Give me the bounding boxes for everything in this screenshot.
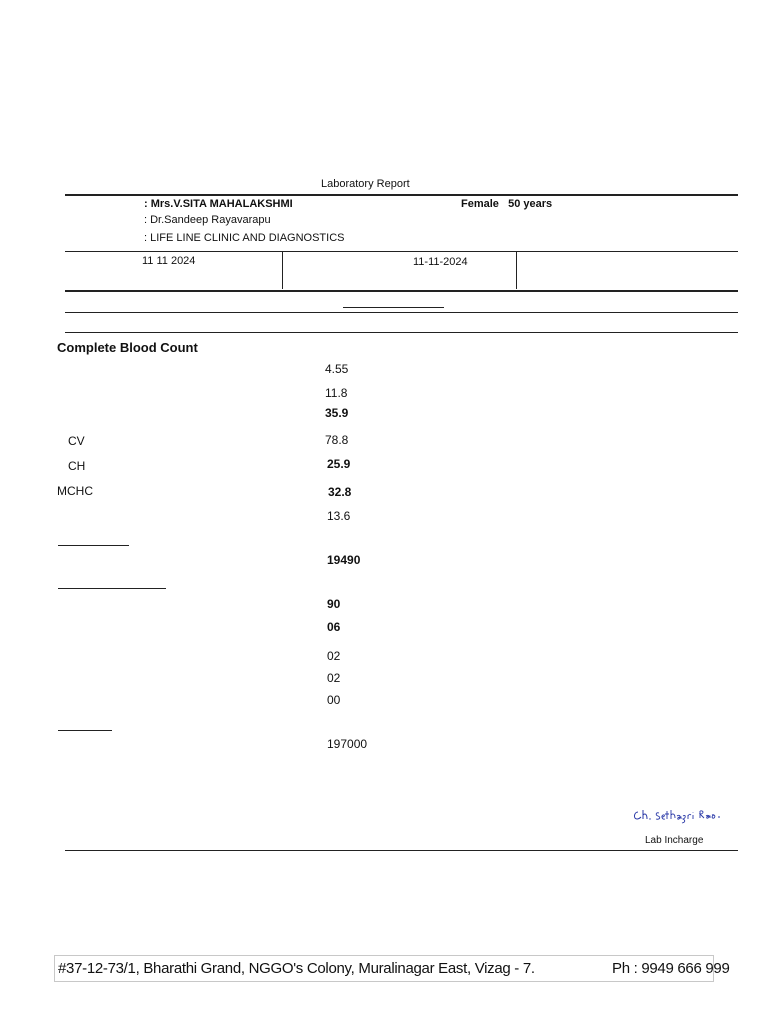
mch-label: CH: [68, 459, 86, 473]
patient-name: : Mrs.V.SITA MAHALAKSHMI: [144, 198, 293, 210]
differential-value: 90: [327, 597, 341, 611]
mch-value: 25.9: [327, 457, 351, 471]
footer-phone: Ph : 9949 666 999: [612, 960, 730, 977]
subheading-underline: [58, 588, 166, 589]
result-value: 11.8: [325, 386, 348, 400]
date-divider-2: [516, 252, 517, 289]
referrer-name: : LIFE LINE CLINIC AND DIAGNOSTICS: [144, 232, 345, 244]
date-divider-1: [282, 252, 283, 289]
differential-value: 02: [327, 671, 341, 685]
mchc-value: 32.8: [328, 485, 352, 499]
subheading-underline: [58, 730, 112, 731]
section-title: Complete Blood Count: [57, 340, 198, 355]
wbc-value: 19490: [327, 553, 361, 567]
subheading-underline: [58, 545, 129, 546]
signature-rule: [65, 850, 738, 851]
doctor-name: : Dr.Sandeep Rayavarapu: [144, 214, 271, 226]
column-rule-2: [65, 332, 738, 333]
signature-label: Lab Incharge: [645, 835, 704, 846]
column-rule-1: [65, 312, 738, 313]
result-value: 13.6: [327, 509, 351, 523]
date-left: 11 11 2024: [142, 255, 196, 267]
header-top-rule: [65, 194, 738, 196]
footer-address: #37-12-73/1, Bharathi Grand, NGGO's Colony, Muralinagar East, Vizag - 7.: [58, 960, 535, 977]
differential-value: 00: [327, 693, 341, 707]
result-value: 35.9: [325, 406, 349, 420]
signature-image: [632, 806, 724, 824]
differential-value: 02: [327, 649, 341, 663]
result-value: 4.55: [325, 362, 349, 376]
heading-underline: [343, 307, 444, 308]
info-rule: [65, 251, 738, 252]
mcv-label: CV: [68, 434, 85, 448]
platelet-value: 197000: [327, 737, 368, 751]
mchc-label: MCHC: [57, 484, 93, 498]
date-bottom-rule: [65, 290, 738, 292]
date-middle: 11-11-2024: [413, 256, 468, 268]
report-title: Laboratory Report: [321, 178, 410, 190]
mcv-value: 78.8: [325, 433, 349, 447]
patient-gender-age: Female 50 years: [461, 198, 553, 210]
differential-value: 06: [327, 620, 341, 634]
